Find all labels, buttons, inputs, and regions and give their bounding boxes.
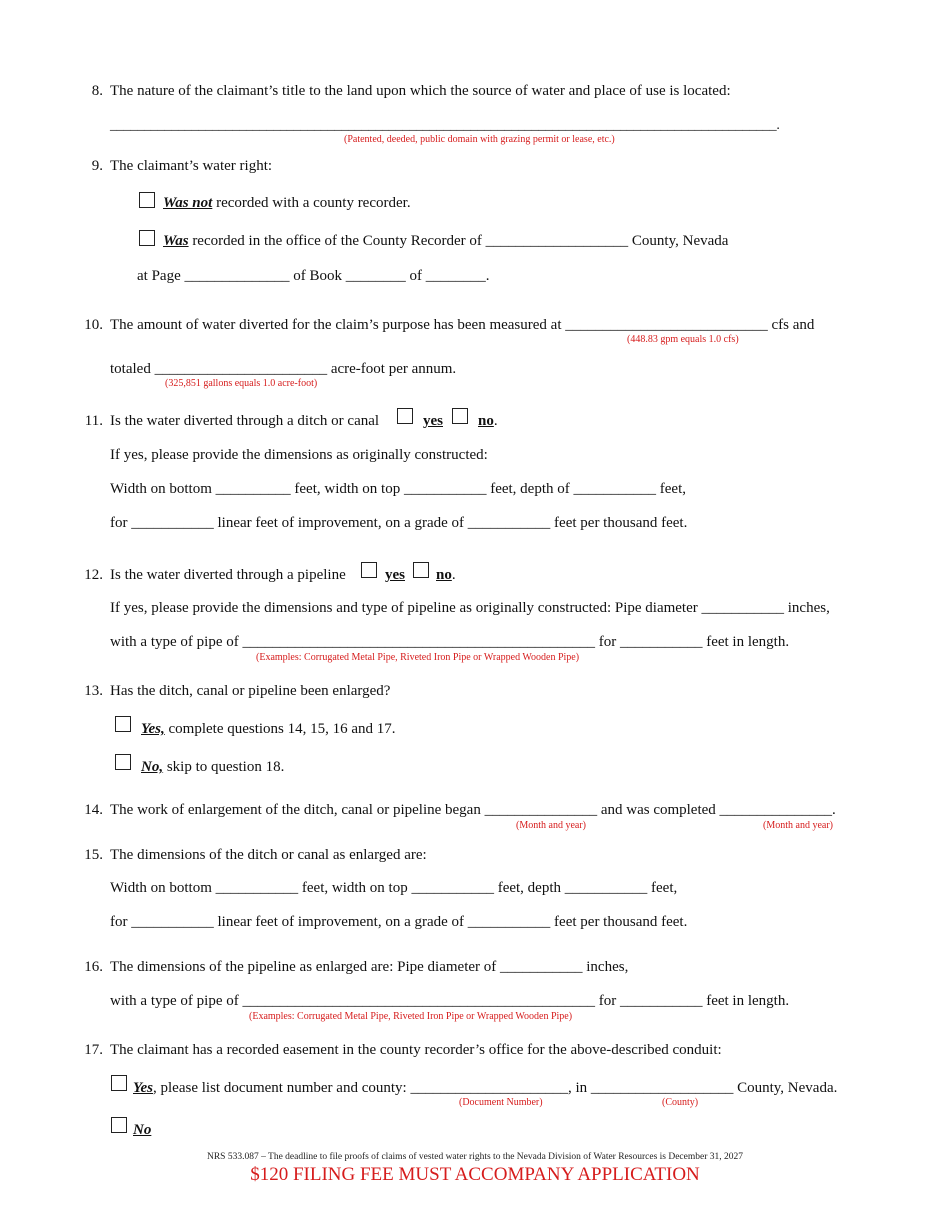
pipe-diameter-field[interactable]: If yes, please provide the dimensions and type of pipeline as originally constructed: Pipe diameter ___________ inches,: [110, 600, 830, 616]
county-recorder-field[interactable]: recorded in the office of the County Recorder of ___________________ County, Nevada: [192, 233, 729, 249]
q12-period: .: [451, 567, 456, 583]
q16-number: 16.: [84, 959, 103, 975]
q16-hint: (Examples: Corrugated Metal Pipe, Riveted Iron Pipe or Wrapped Wooden Pipe): [249, 1011, 573, 1022]
easement-document-county-fields[interactable]: , please list document number and county: _____________________, in ___________________ County, Nevada.: [153, 1080, 838, 1096]
q8-text: The nature of the claimant’s title to the land upon which the source of water and place of use is located:: [110, 83, 731, 99]
q9-option-recorded: [163, 233, 728, 250]
enlarged-pipe-diameter-field[interactable]: The dimensions of the pipeline as enlarged are: Pipe diameter of ___________ inches,: [110, 959, 629, 975]
q12-hint: (Examples: Corrugated Metal Pipe, Riveted Iron Pipe or Wrapped Wooden Pipe): [256, 652, 580, 663]
enlarged-no-rest: skip to question 18.: [166, 759, 285, 775]
pipeline-yes-label: yes: [385, 567, 405, 583]
q10-number: 10.: [84, 317, 103, 333]
nrs-deadline-note: NRS 533.087 – The deadline to file proofs of claims of vested water rights to the Nevada Division of Water Resources is December 31, 2027: [206, 1152, 744, 1162]
filing-fee-notice: $120 FILING FEE MUST ACCOMPANY APPLICATION: [250, 1164, 700, 1185]
q15-number: 15.: [84, 847, 103, 863]
enlarged-yes-label: Yes,: [141, 721, 165, 737]
ditch-yes-label: yes: [423, 413, 443, 429]
q12-text: Is the water diverted through a pipeline: [110, 567, 346, 583]
q8-hint: (Patented, deeded, public domain with grazing permit or lease, etc.): [344, 134, 615, 145]
was-recorded-checkbox[interactable]: [139, 230, 155, 246]
q9-option-not-recorded: [163, 195, 411, 212]
q17-text: The claimant has a recorded easement in the county recorder’s office for the above-described conduit:: [110, 1042, 722, 1058]
was-not-rest: recorded with a county recorder.: [216, 195, 411, 211]
q11-number: 11.: [84, 413, 103, 429]
was-not-label: Was not: [163, 195, 213, 211]
enlarged-ditch-grade-fields[interactable]: for ___________ linear feet of improvement, on a grade of ___________ feet per thousand feet.: [110, 914, 688, 930]
ditch-no-checkbox[interactable]: [452, 408, 468, 424]
enlarged-no-option: [141, 759, 284, 776]
q10-hint-cfs: (448.83 gpm equals 1.0 cfs): [627, 334, 739, 345]
q14-number: 14.: [84, 802, 103, 818]
q10-hint-acre-foot: (325,851 gallons equals 1.0 acre-foot): [165, 378, 318, 389]
was-not-recorded-checkbox[interactable]: [139, 192, 155, 208]
ditch-no-option: [478, 413, 498, 430]
pipeline-no-checkbox[interactable]: [413, 562, 429, 578]
q8-title-field[interactable]: __________________________________________________________________________________________________.: [110, 118, 780, 133]
ditch-width-depth-fields[interactable]: Width on bottom __________ feet, width on top ___________ feet, depth of ___________ feet,: [110, 481, 686, 497]
enlarged-yes-option: [141, 721, 396, 738]
q9-number: 9.: [91, 158, 103, 174]
q9-text: The claimant’s water right:: [110, 158, 273, 174]
easement-no-checkbox[interactable]: [111, 1117, 127, 1133]
pipeline-no-option: [436, 567, 456, 584]
q14-hint-completed: (Month and year): [763, 820, 833, 831]
acre-foot-field[interactable]: totaled _______________________ acre-foot per annum.: [110, 361, 457, 377]
enlarged-no-label: No,: [141, 759, 164, 775]
easement-no-label: No: [133, 1122, 152, 1138]
q17-number: 17.: [84, 1042, 103, 1058]
q17-hint-county: (County): [662, 1097, 699, 1108]
ditch-yes-checkbox[interactable]: [397, 408, 413, 424]
easement-yes-checkbox[interactable]: [111, 1075, 127, 1091]
q17-hint-document: (Document Number): [459, 1097, 543, 1108]
q13-number: 13.: [84, 683, 103, 699]
q13-text: Has the ditch, canal or pipeline been enlarged?: [110, 683, 391, 699]
q11-line2: If yes, please provide the dimensions as originally constructed:: [110, 447, 488, 463]
q12-number: 12.: [84, 567, 103, 583]
pipeline-no-label: no: [436, 567, 452, 583]
easement-yes-label: Yes: [133, 1080, 153, 1096]
easement-yes-option: [133, 1080, 837, 1097]
ditch-no-label: no: [478, 413, 494, 429]
page-book-field[interactable]: at Page ______________ of Book ________ of ________.: [137, 268, 490, 284]
q8-number: 8.: [91, 83, 103, 99]
q11-period: .: [493, 413, 498, 429]
enlarged-no-checkbox[interactable]: [115, 754, 131, 770]
pipe-type-length-fields[interactable]: with a type of pipe of _______________________________________________ for ___________ feet in length.: [110, 634, 790, 650]
cfs-field[interactable]: The amount of water diverted for the claim’s purpose has been measured at ___________________________ cfs and: [110, 317, 815, 333]
enlarged-ditch-dimensions-fields[interactable]: Width on bottom ___________ feet, width on top ___________ feet, depth ___________ feet,: [110, 880, 678, 896]
enlarged-yes-rest: complete questions 14, 15, 16 and 17.: [168, 721, 396, 737]
ditch-linear-grade-fields[interactable]: for ___________ linear feet of improvement, on a grade of ___________ feet per thousand feet.: [110, 515, 688, 531]
pipeline-yes-checkbox[interactable]: [361, 562, 377, 578]
enlarged-yes-checkbox[interactable]: [115, 716, 131, 732]
enlargement-dates-field[interactable]: The work of enlargement of the ditch, canal or pipeline began _______________ and was completed _______________.: [110, 802, 836, 818]
q15-text: The dimensions of the ditch or canal as enlarged are:: [110, 847, 427, 863]
q11-text: Is the water diverted through a ditch or canal: [110, 413, 380, 429]
was-label: Was: [163, 233, 189, 249]
q14-hint-began: (Month and year): [516, 820, 586, 831]
enlarged-pipe-type-fields[interactable]: with a type of pipe of _______________________________________________ for ___________ feet in length.: [110, 993, 790, 1009]
